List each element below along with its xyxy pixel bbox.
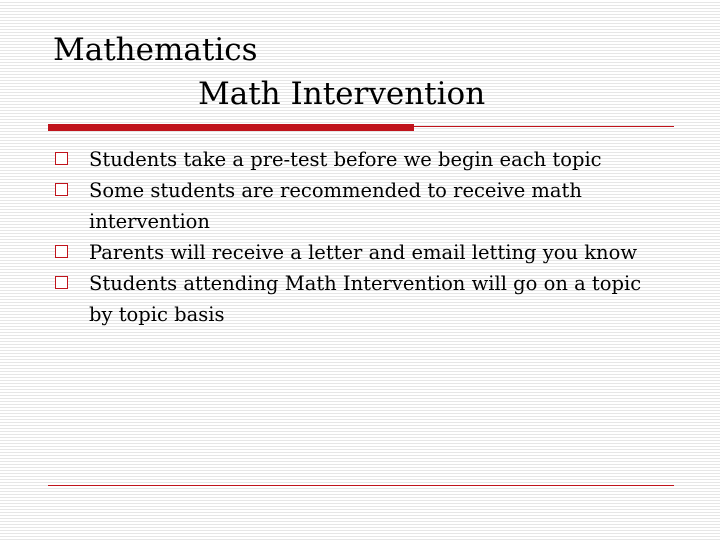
hollow-square-icon: [55, 152, 68, 165]
hollow-square-icon: [55, 183, 68, 196]
title-divider: [48, 122, 674, 132]
bullet-text: Students attending Math Intervention will go on a topic by topic basis: [89, 272, 642, 326]
title-divider-thick: [48, 124, 414, 131]
bullet-text: Some students are recommended to receive math intervention: [89, 179, 582, 233]
bullet-text: Parents will receive a letter and email letting you know: [89, 241, 638, 264]
hollow-square-icon: [55, 276, 68, 289]
bullet-text: Students take a pre-test before we begin each topic: [89, 148, 602, 171]
bullet-list: [55, 144, 670, 330]
bullet-item: [55, 144, 670, 175]
title-line-1: Mathematics: [53, 32, 258, 68]
footer-divider: [48, 485, 674, 486]
bullet-item: [55, 237, 670, 268]
title-divider-thin: [414, 126, 674, 127]
bullet-item: [55, 268, 670, 330]
slide-title: [53, 28, 673, 116]
hollow-square-icon: [55, 245, 68, 258]
title-line-2: Math Intervention: [198, 76, 486, 112]
bullet-item: [55, 175, 670, 237]
